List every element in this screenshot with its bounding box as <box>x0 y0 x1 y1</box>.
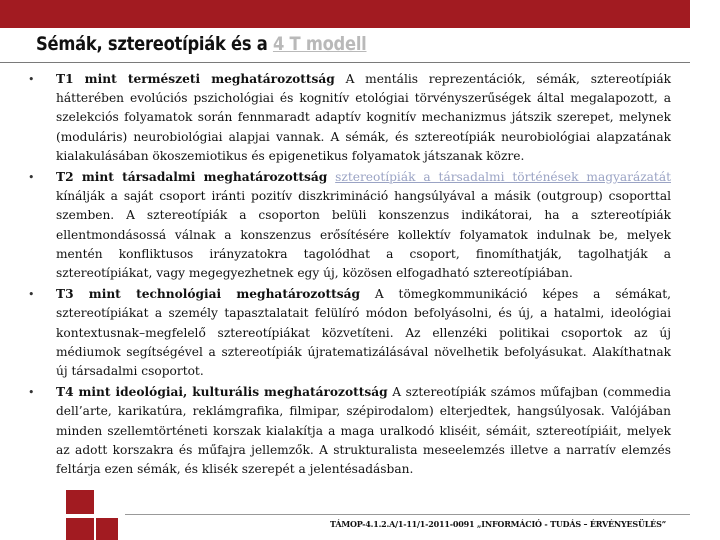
item-lead: T1 mint természeti meghatározottság <box>56 72 335 86</box>
item-lead: T3 mint technológiai meghatározottság <box>56 287 360 302</box>
item-text: kínálják a saját csoport iránti pozitív diszkrimináció hangsúlyával a másik (outgroup) csoporttal szemben. A sztereotípiák a csoporton belüli konszenzus indikátorai, ha a sztereotípiák ellentmondásossá válnak a konszenzus erősítésére kollektív folyamatok indulnak be, melyek mentén konfliktusos irányzatokra tagolódhat a csoport, finomíthatják, tagolhatják a sztereotípiákat, vagy megegyezhetnek egy új, közösen elfogadható sztereotípiában. <box>56 189 671 281</box>
item-lead: T2 mint társadalmi meghatározottság <box>56 170 328 185</box>
item-link[interactable]: sztereotípiák a társadalmi történések magyarázatát <box>335 170 671 185</box>
bullet-icon: • <box>28 73 35 86</box>
logo-square <box>96 518 118 540</box>
logo-square <box>66 518 94 540</box>
logo-square <box>66 490 94 514</box>
title-main: Sémák, sztereotípiák és a <box>36 33 273 55</box>
slide-title <box>36 33 367 55</box>
bullet-icon: • <box>28 288 35 302</box>
title-highlight-link[interactable]: 4 T modell <box>272 33 367 55</box>
item-text: A sztereotípiák számos műfajban (commedia dell’arte, karikatúra, reklámgrafika, filmipar, szépirodalom) elterjedtek, hangsúlyosak. Valójában minden szellemtörténeti korszak kialakítja a maga uralkodó kliséit, sémáit, sztereotípiáit, melyek az adott korszakra és műfajra jellemzők. A strukturalista meseelemzés illetve a narratív elemzés feltárja ezen sémák, és klisék szerepét a jelentésadásban. <box>56 385 671 477</box>
item-text: A mentális reprezentációk, sémák, sztereotípiák hátterében evolúciós pszichológiai és kognitív etológiai törvényszerűségek által megalapozott, a szelekciós folyamatok során fennmaradt adaptív kognitív mechanizmus játszik szerepet, melynek (moduláris) neurobiológiai alapjai vannak. A sémák, és sztereotípiák neurobiológiai alapzatának kialakulásában ökoszemiotikus és epigenetikus folyamatok játszanak közre. <box>56 72 671 163</box>
footer-divider <box>125 514 690 515</box>
logo-squares-icon <box>63 490 123 540</box>
bullet-icon: • <box>28 386 35 400</box>
footer-text: TÁMOP-4.1.2.A/1-11/1-2011-0091 „INFORMÁCIÓ - TUDÁS – ÉRVÉNYESÜLÉS” <box>330 519 667 529</box>
list-item-t2 <box>26 168 671 283</box>
list-item-t3 <box>26 285 671 381</box>
bullet-list <box>26 70 671 479</box>
item-lead: T4 mint ideológiai, kulturális meghatározottság <box>56 385 388 400</box>
top-accent-bar <box>0 0 690 28</box>
item-text: A tömegkommunikáció képes a sémákat, sztereotípiákat a személy tapasztalatait felülíró módon befolyásolni, és új, a hatalmi, ideológiai kontextusnak–megfelelő sztereotípiákat közvetíteni. Az ellenzéki politikai csoportok az új médiumok segítségével a sztereotípiák újratematizálásával növelhetik befolyásukat. Alakíthatnak új társadalmi csoportot. <box>56 287 671 379</box>
list-item-t1 <box>26 70 671 166</box>
list-item-t4 <box>26 383 671 479</box>
title-divider <box>0 62 690 63</box>
bullet-icon: • <box>28 171 35 185</box>
